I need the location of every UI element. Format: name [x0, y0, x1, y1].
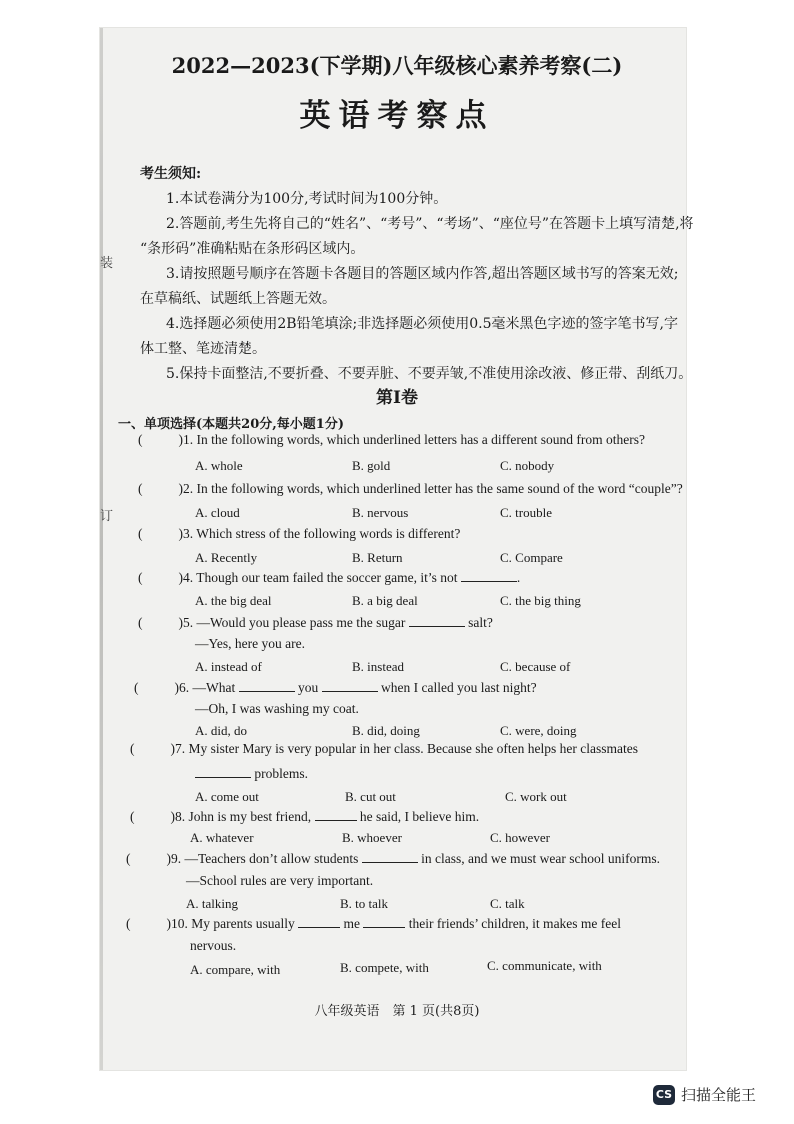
option-a: A. the big deal	[195, 593, 272, 608]
answer-blank	[195, 765, 251, 778]
part-heading: 一、单项选择(本题共20分,每小题1分)	[118, 417, 344, 432]
option-c: C. were, doing	[500, 723, 577, 738]
option-a: A. whatever	[190, 830, 254, 845]
option-b: B. compete, with	[340, 960, 429, 975]
notice-item: 3.请按照题号顺序在答题卡各题目的答题区域内作答,超出答题区域书写的答案无效;	[166, 266, 679, 282]
option-c: C. trouble	[500, 505, 552, 520]
answer-blank	[461, 569, 517, 582]
question-2: ( )2. In the following words, which underlined letter has the same sound of the word “couple”?	[138, 481, 683, 496]
option-b: B. cut out	[345, 789, 396, 804]
option-b: B. did, doing	[352, 723, 420, 738]
option-c: C. however	[490, 830, 550, 845]
option-a: A. talking	[186, 896, 238, 911]
question-3: ( )3. Which stress of the following words is different?	[138, 526, 461, 541]
notice-item: 2.答题前,考生先将自己的“姓名”、“考号”、“考场”、“座位号”在答题卡上填写清楚,将	[166, 216, 694, 232]
option-b: B. gold	[352, 458, 391, 473]
notice-block	[140, 162, 700, 387]
option-c: C. work out	[505, 789, 567, 804]
option-a: A. instead of	[195, 659, 262, 674]
subject-title: 英语考察点	[299, 98, 495, 134]
page-edge	[100, 28, 103, 1070]
notice-item: 5.保持卡面整洁,不要折叠、不要弄脏、不要弄皱,不准使用涂改液、修正带、刮纸刀。	[166, 366, 693, 382]
option-b: B. Return	[352, 550, 403, 565]
notice-item: “条形码”准确粘贴在条形码区域内。	[140, 241, 365, 257]
question-1: ( )1. In the following words, which underlined letters has a different sound from others?	[138, 432, 646, 447]
option-a: A. come out	[195, 789, 259, 804]
watermark-text: 扫描全能王	[681, 1086, 757, 1104]
question-4: ( )4. Though our team failed the soccer game, it’s not .	[138, 570, 521, 585]
question-6: ( )6. —What you when I called you last night?	[134, 680, 537, 695]
option-c: C. talk	[490, 896, 525, 911]
notice-item: 4.选择题必须使用2B铅笔填涂;非选择题必须使用0.5毫米黑色字迹的签字笔书写,字	[166, 316, 678, 332]
page-footer: 八年级英语 第 1 页(共8页)	[314, 1004, 480, 1019]
answer-blank	[322, 679, 378, 692]
answer-blank	[362, 850, 418, 863]
option-a: A. cloud	[195, 505, 240, 520]
option-a: A. compare, with	[190, 962, 281, 977]
answer-blank	[363, 915, 405, 928]
option-c: C. the big thing	[500, 593, 581, 608]
option-b: B. whoever	[342, 830, 402, 845]
question-9: ( )9. —Teachers don’t allow students in class, and we must wear school uniforms.	[126, 851, 660, 866]
option-c: C. communicate, with	[487, 958, 602, 973]
question-7: ( )7. My sister Mary is very popular in her class. Because she often helps her classmates	[130, 741, 638, 756]
answer-blank	[409, 614, 465, 627]
answer-blank	[315, 808, 357, 821]
question-10-line2: nervous.	[190, 938, 237, 953]
scanner-watermark	[653, 1084, 756, 1105]
option-c: C. nobody	[500, 458, 555, 473]
notice-heading: 考生须知:	[140, 166, 202, 182]
binding-mark-zhuang: 装	[100, 256, 114, 271]
binding-mark-ding: 订	[100, 509, 114, 524]
question-9-line2: —School rules are very important.	[186, 873, 374, 888]
question-6-line2: —Oh, I was washing my coat.	[195, 701, 359, 716]
notice-item: 在草稿纸、试题纸上答题无效。	[140, 291, 336, 307]
option-b: B. a big deal	[352, 593, 418, 608]
question-5-line2: —Yes, here you are.	[195, 636, 305, 651]
option-c: C. because of	[500, 659, 571, 674]
option-a: A. did, do	[195, 723, 247, 738]
exam-title: 2022—2023(下学期)八年级核心素养考察(二)	[171, 53, 623, 78]
answer-blank	[239, 679, 295, 692]
camscanner-icon: CS	[653, 1085, 675, 1105]
option-b: B. instead	[352, 659, 404, 674]
option-c: C. Compare	[500, 550, 563, 565]
option-a: A. Recently	[195, 550, 258, 565]
option-b: B. to talk	[340, 896, 389, 911]
question-5: ( )5. —Would you please pass me the sugar salt?	[138, 615, 493, 630]
option-a: A. whole	[195, 458, 243, 473]
section-title: 第Ⅰ卷	[376, 388, 418, 408]
question-10: ( )10. My parents usually me their friends’ children, it makes me feel	[126, 916, 622, 931]
notice-item: 1.本试卷满分为100分,考试时间为100分钟。	[166, 191, 448, 207]
answer-blank	[298, 915, 340, 928]
notice-item: 体工整、笔迹清楚。	[140, 341, 266, 357]
question-8: ( )8. John is my best friend, he said, I believe him.	[130, 809, 480, 824]
question-7-line2: problems.	[195, 765, 308, 782]
option-b: B. nervous	[352, 505, 409, 520]
